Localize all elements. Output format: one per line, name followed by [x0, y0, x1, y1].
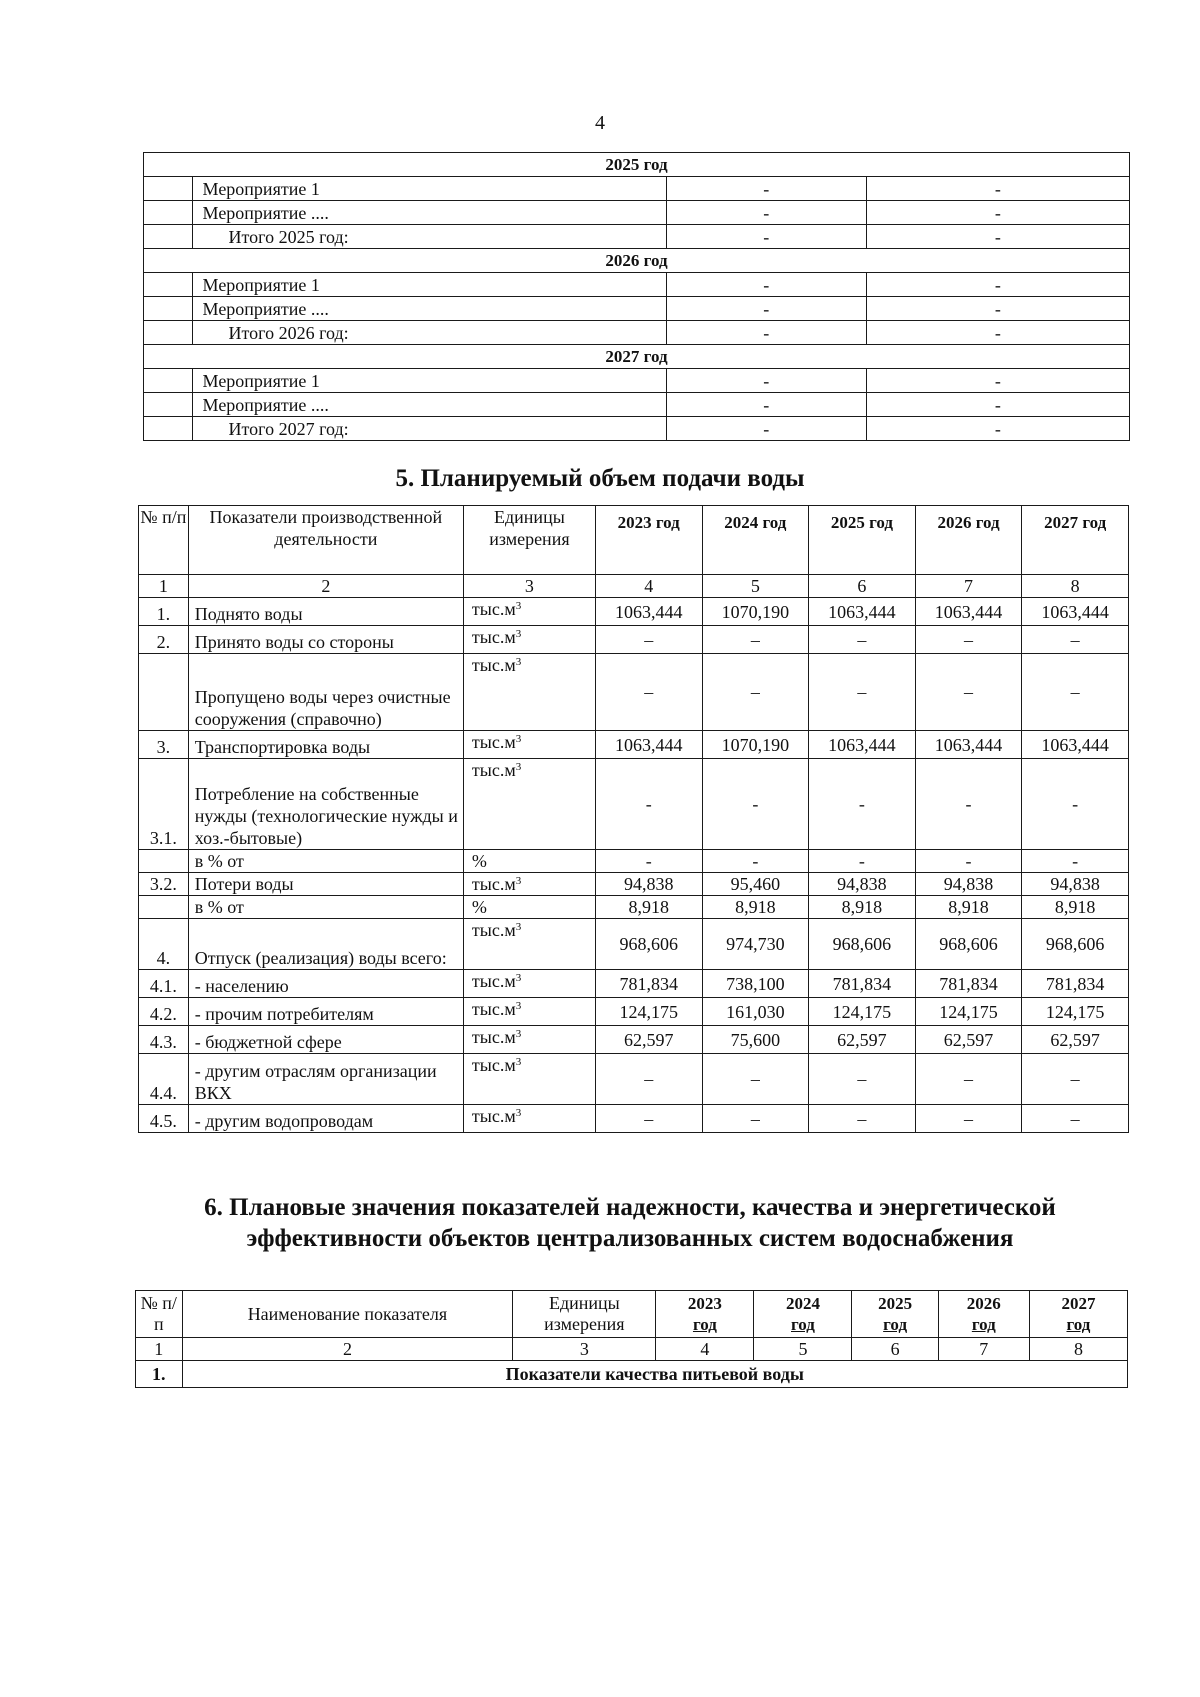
row-value: 1063,444 [809, 731, 916, 759]
year-group-label: 2027 год [144, 345, 1130, 369]
row-unit: $тыс.м^3$ [463, 731, 595, 759]
table-row [144, 297, 1130, 321]
section-6-title: 6. Плановые значения показателей надежности, качества и энергетической эффективности объектов централизованных систем водоснабжения [204, 1194, 1056, 1252]
row-value: 62,597 [1022, 1026, 1129, 1054]
row-num: 4.1. [139, 970, 189, 998]
row-value: - [866, 273, 1129, 297]
column-index: 1 [136, 1338, 183, 1361]
header-unit: Единицы измерения [463, 506, 595, 575]
row-value: - [666, 225, 866, 249]
row-indicator: Транспортировка воды [188, 731, 463, 759]
row-value: 968,606 [915, 919, 1022, 970]
row-num: 3.1. [139, 759, 189, 850]
row-name: Итого 2026 год: [192, 321, 666, 345]
row-value: – [1022, 1054, 1129, 1105]
header-year-2024: 2024 год [754, 1291, 852, 1338]
header-num: № п/п [139, 506, 189, 575]
table-row [139, 919, 1129, 970]
row-value: - [595, 850, 702, 873]
column-index: 8 [1029, 1338, 1127, 1361]
table-row [144, 177, 1130, 201]
table-row [139, 998, 1129, 1026]
table-row [144, 417, 1130, 441]
row-value: 974,730 [702, 919, 809, 970]
column-index-row [136, 1338, 1128, 1361]
row-num [144, 393, 193, 417]
row-value: 8,918 [1022, 896, 1129, 919]
section-row-num: 1. [136, 1361, 183, 1388]
row-num: 4.2. [139, 998, 189, 1026]
column-index: 3 [513, 1338, 656, 1361]
row-value: 94,838 [1022, 873, 1129, 896]
header-unit: Единицы измерения [513, 1291, 656, 1338]
row-value: - [809, 850, 916, 873]
row-value: - [595, 759, 702, 850]
water-supply-volume-table [138, 505, 1129, 1133]
row-value: - [866, 225, 1129, 249]
row-value: - [809, 759, 916, 850]
row-value: – [595, 654, 702, 731]
row-num [144, 225, 193, 249]
row-value: 781,834 [915, 970, 1022, 998]
row-value: - [666, 177, 866, 201]
table-row [139, 759, 1129, 850]
row-value: 124,175 [595, 998, 702, 1026]
row-value: - [915, 850, 1022, 873]
row-value: 1063,444 [1022, 598, 1129, 626]
table-row [144, 369, 1130, 393]
row-num [144, 369, 193, 393]
row-name: Итого 2027 год: [192, 417, 666, 441]
row-unit: % [463, 896, 595, 919]
header-indicator: Показатели производственной деятельности [188, 506, 463, 575]
row-unit: $тыс.м^3$ [463, 873, 595, 896]
header-year-2025: 2025 год [852, 1291, 938, 1338]
row-indicator: Отпуск (реализация) воды всего: [188, 919, 463, 970]
table-row [139, 1026, 1129, 1054]
row-value: 1063,444 [595, 731, 702, 759]
row-num [144, 273, 193, 297]
row-unit: $тыс.м^3$ [463, 626, 595, 654]
row-name: Мероприятие .... [192, 393, 666, 417]
row-value: 1063,444 [915, 598, 1022, 626]
row-value: – [1022, 654, 1129, 731]
year-group-row [144, 249, 1130, 273]
row-value: - [866, 417, 1129, 441]
header-year-2023: 2023 год [595, 506, 702, 575]
header-year-2023: 2023 год [656, 1291, 754, 1338]
row-indicator: Поднято воды [188, 598, 463, 626]
row-value: 161,030 [702, 998, 809, 1026]
row-value: - [666, 321, 866, 345]
activities-table [143, 152, 1130, 441]
row-name: Мероприятие 1 [192, 177, 666, 201]
row-unit: $тыс.м^3$ [463, 1105, 595, 1133]
row-num: 3.2. [139, 873, 189, 896]
row-num [139, 654, 189, 731]
column-index: 3 [463, 575, 595, 598]
row-value: – [915, 626, 1022, 654]
row-indicator: Потребление на собственные нужды (технологические нужды и хоз.-бытовые) [188, 759, 463, 850]
table-row [139, 1054, 1129, 1105]
column-index: 8 [1022, 575, 1129, 598]
row-value: 781,834 [595, 970, 702, 998]
row-unit: $тыс.м^3$ [463, 998, 595, 1026]
row-num: 4.4. [139, 1054, 189, 1105]
row-value: 124,175 [1022, 998, 1129, 1026]
row-indicator: Потери воды [188, 873, 463, 896]
row-value: - [666, 273, 866, 297]
row-value: - [866, 369, 1129, 393]
row-value: – [915, 1054, 1022, 1105]
row-value: – [809, 626, 916, 654]
row-value: 1070,190 [702, 731, 809, 759]
table-row [139, 896, 1129, 919]
section-row-label: Показатели качества питьевой воды [182, 1361, 1127, 1388]
row-value: 124,175 [915, 998, 1022, 1026]
table-header-row [136, 1291, 1128, 1338]
row-value: 968,606 [595, 919, 702, 970]
row-value: 8,918 [595, 896, 702, 919]
header-year-2024: 2024 год [702, 506, 809, 575]
row-value: 124,175 [809, 998, 916, 1026]
row-value: - [866, 321, 1129, 345]
row-value: – [1022, 626, 1129, 654]
header-year-2026: 2026 год [915, 506, 1022, 575]
column-index: 4 [595, 575, 702, 598]
table-row [144, 393, 1130, 417]
row-unit: $тыс.м^3$ [463, 654, 595, 731]
year-group-label: 2026 год [144, 249, 1130, 273]
row-value: – [809, 1105, 916, 1133]
row-unit: $тыс.м^3$ [463, 1054, 595, 1105]
row-num: 4. [139, 919, 189, 970]
table-row [139, 731, 1129, 759]
table-row [139, 654, 1129, 731]
row-value: 968,606 [809, 919, 916, 970]
row-num [144, 297, 193, 321]
row-unit: $тыс.м^3$ [463, 1026, 595, 1054]
row-num [144, 417, 193, 441]
row-value: 738,100 [702, 970, 809, 998]
row-value: - [702, 759, 809, 850]
row-value: – [915, 1105, 1022, 1133]
column-index: 2 [188, 575, 463, 598]
row-value: - [866, 393, 1129, 417]
row-value: – [915, 654, 1022, 731]
row-value: - [702, 850, 809, 873]
row-value: 1063,444 [809, 598, 916, 626]
row-num [139, 850, 189, 873]
row-num: 4.5. [139, 1105, 189, 1133]
table-header-row [139, 506, 1129, 575]
row-indicator: Пропущено воды через очистные сооружения (справочно) [188, 654, 463, 731]
year-group-row [144, 153, 1130, 177]
table-row [139, 626, 1129, 654]
row-value: 94,838 [915, 873, 1022, 896]
column-index: 7 [938, 1338, 1029, 1361]
row-num: 1. [139, 598, 189, 626]
row-indicator: Принято воды со стороны [188, 626, 463, 654]
row-indicator: - населению [188, 970, 463, 998]
row-value: - [666, 393, 866, 417]
row-value: – [595, 626, 702, 654]
row-value: 62,597 [809, 1026, 916, 1054]
row-value: 1063,444 [595, 598, 702, 626]
year-group-label: 2025 год [144, 153, 1130, 177]
column-index: 7 [915, 575, 1022, 598]
table-row [144, 273, 1130, 297]
row-indicator: - бюджетной сфере [188, 1026, 463, 1054]
row-unit: $тыс.м^3$ [463, 970, 595, 998]
row-value: – [809, 1054, 916, 1105]
row-num [144, 321, 193, 345]
row-value: – [595, 1054, 702, 1105]
column-index-row [139, 575, 1129, 598]
row-name: Мероприятие .... [192, 201, 666, 225]
row-unit: $тыс.м^3$ [463, 598, 595, 626]
row-value: 62,597 [595, 1026, 702, 1054]
row-value: 94,838 [595, 873, 702, 896]
row-num: 4.3. [139, 1026, 189, 1054]
row-value: 968,606 [1022, 919, 1129, 970]
section-row [136, 1361, 1128, 1388]
row-value: 8,918 [809, 896, 916, 919]
table-row [139, 970, 1129, 998]
row-value: 62,597 [915, 1026, 1022, 1054]
row-value: – [702, 626, 809, 654]
column-index: 6 [852, 1338, 938, 1361]
reliability-indicators-table [135, 1290, 1128, 1388]
row-value: 8,918 [915, 896, 1022, 919]
row-value: – [809, 654, 916, 731]
row-num [144, 177, 193, 201]
row-name: Мероприятие 1 [192, 273, 666, 297]
row-indicator: - другим отраслям организации ВКХ [188, 1054, 463, 1105]
row-value: 781,834 [1022, 970, 1129, 998]
year-group-row [144, 345, 1130, 369]
row-unit: % [463, 850, 595, 873]
column-index: 5 [754, 1338, 852, 1361]
row-num [139, 896, 189, 919]
row-value: – [702, 654, 809, 731]
row-value: – [702, 1105, 809, 1133]
row-value: 781,834 [809, 970, 916, 998]
section-5-title: 5. Планируемый объем подачи воды [395, 465, 805, 492]
row-value: – [702, 1054, 809, 1105]
row-value: - [866, 177, 1129, 201]
header-indicator: Наименование показателя [182, 1291, 513, 1338]
table-row [139, 873, 1129, 896]
row-unit: $тыс.м^3$ [463, 759, 595, 850]
row-value: 95,460 [702, 873, 809, 896]
header-num: № п/п [136, 1291, 183, 1338]
header-year-2027: 2027 год [1029, 1291, 1127, 1338]
row-name: Итого 2025 год: [192, 225, 666, 249]
row-value: - [866, 297, 1129, 321]
row-value: 8,918 [702, 896, 809, 919]
row-value: - [1022, 759, 1129, 850]
table-row [139, 1105, 1129, 1133]
column-index: 5 [702, 575, 809, 598]
row-value: - [666, 369, 866, 393]
row-value: - [866, 201, 1129, 225]
table-row [144, 225, 1130, 249]
row-value: - [915, 759, 1022, 850]
row-name: Мероприятие .... [192, 297, 666, 321]
table-row [144, 201, 1130, 225]
row-value: - [666, 297, 866, 321]
column-index: 1 [139, 575, 189, 598]
row-num [144, 201, 193, 225]
row-value: – [1022, 1105, 1129, 1133]
row-value: - [666, 201, 866, 225]
row-indicator: в % от [188, 896, 463, 919]
column-index: 2 [182, 1338, 513, 1361]
row-indicator: в % от [188, 850, 463, 873]
column-index: 6 [809, 575, 916, 598]
row-value: 94,838 [809, 873, 916, 896]
header-year-2026: 2026 год [938, 1291, 1029, 1338]
row-value: 1063,444 [915, 731, 1022, 759]
column-index: 4 [656, 1338, 754, 1361]
table-row [139, 598, 1129, 626]
header-year-2025: 2025 год [809, 506, 916, 575]
row-value: 75,600 [702, 1026, 809, 1054]
page-number: 4 [595, 112, 605, 134]
row-indicator: - другим водопроводам [188, 1105, 463, 1133]
row-indicator: - прочим потребителям [188, 998, 463, 1026]
row-value: 1070,190 [702, 598, 809, 626]
row-num: 3. [139, 731, 189, 759]
row-value: - [666, 417, 866, 441]
row-value: – [595, 1105, 702, 1133]
table-row [144, 321, 1130, 345]
row-value: - [1022, 850, 1129, 873]
row-value: 1063,444 [1022, 731, 1129, 759]
table-row [139, 850, 1129, 873]
row-unit: $тыс.м^3$ [463, 919, 595, 970]
row-name: Мероприятие 1 [192, 369, 666, 393]
header-year-2027: 2027 год [1022, 506, 1129, 575]
row-num: 2. [139, 626, 189, 654]
